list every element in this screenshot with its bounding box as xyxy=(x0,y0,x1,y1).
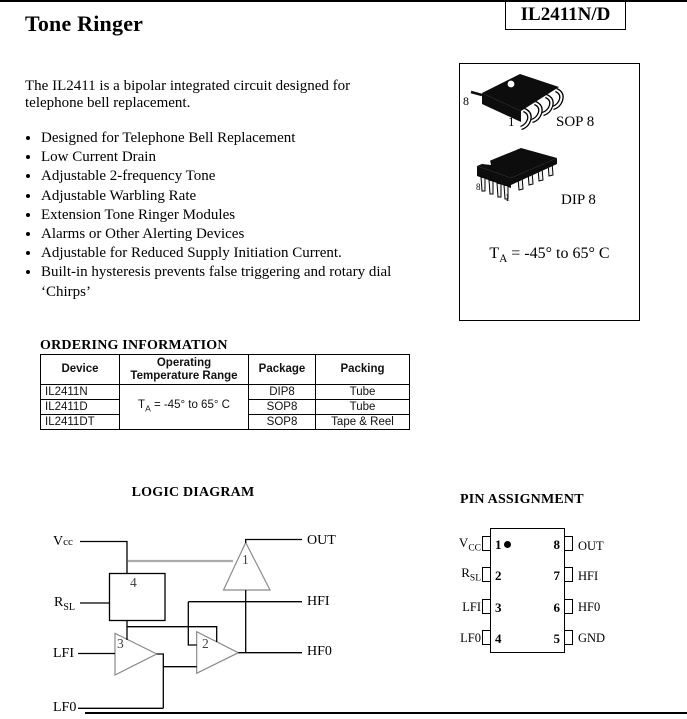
pin-assignment-heading: PIN ASSIGNMENT xyxy=(460,492,584,507)
amp2-number: 2 xyxy=(202,636,209,651)
pin-label-hfi: HFI xyxy=(578,569,599,583)
sop8-pin1-number: 1 xyxy=(508,114,515,129)
device-cell: IL2411DT xyxy=(41,415,120,430)
temp-subscript: A xyxy=(499,253,508,266)
rsl-sub: SL xyxy=(63,601,76,613)
ordering-heading: ORDERING INFORMATION xyxy=(40,338,228,353)
col-header-temp: Operating Temperature Range xyxy=(120,355,249,385)
sop8-pin1-dot xyxy=(508,81,515,88)
feature-list xyxy=(25,129,471,302)
pin1-stub xyxy=(482,536,490,551)
temp-value: = -45° to 65° C xyxy=(150,399,230,412)
temperature-range xyxy=(460,245,639,265)
dip8-pin8-number: 8 xyxy=(476,182,481,192)
vcc-main: V xyxy=(53,534,64,549)
pin-number: 8 xyxy=(553,537,560,552)
vcc-main: V xyxy=(458,535,469,550)
pin4-stub xyxy=(482,630,490,645)
feature-item: • Low Current Drain xyxy=(41,148,471,167)
part-number: IL2411N/D xyxy=(520,4,611,25)
pin-label-lf0: LF0 xyxy=(460,631,481,645)
pin6-stub xyxy=(565,599,573,614)
footer-rule xyxy=(85,712,687,714)
logic-out-label: OUT xyxy=(307,533,336,548)
page-title: Tone Ringer xyxy=(25,11,144,36)
dip8-label: DIP 8 xyxy=(561,192,596,208)
feature-item: • Designed for Telephone Bell Replacement xyxy=(41,129,471,148)
temp-symbol: T xyxy=(489,245,500,262)
sop8-pin8-number: 8 xyxy=(463,94,469,108)
logic-vcc-label xyxy=(53,534,73,550)
pin2-stub xyxy=(482,567,490,582)
logic-lfi-label: LFI xyxy=(53,646,74,661)
temp-subscript: A xyxy=(145,403,151,414)
temp-symbol: T xyxy=(138,399,146,412)
pin-number: 3 xyxy=(495,600,502,615)
logic-diagram xyxy=(40,528,310,719)
logic-diagram-heading: LOGIC DIAGRAM xyxy=(131,485,255,500)
rsl-main: R xyxy=(461,565,470,580)
pin-label-rsl xyxy=(446,565,481,584)
device-cell: IL2411D xyxy=(41,400,120,415)
feature-item: • Built-in hysteresis prevents false triggering and rotary dial ‘Chirps’ xyxy=(41,263,471,301)
feature-item: • Adjustable 2-frequency Tone xyxy=(41,167,471,186)
package-cell: DIP8 xyxy=(249,385,316,400)
temp-value: = -45° to 65° C xyxy=(507,245,610,262)
feature-item: • Extension Tone Ringer Modules xyxy=(41,206,471,225)
block4-box xyxy=(110,574,166,621)
temp-range-cell xyxy=(120,385,249,430)
table-row xyxy=(41,385,410,400)
col-header-package: Package xyxy=(249,355,316,385)
feature-item: • Adjustable Warbling Rate xyxy=(41,187,471,206)
packing-cell: Tube xyxy=(316,400,410,415)
pin-number: 6 xyxy=(553,600,560,615)
pin8-stub xyxy=(565,536,573,551)
sop8-pin8-lead xyxy=(471,92,482,95)
block4-number: 4 xyxy=(130,575,137,590)
vcc-sub: cc xyxy=(63,536,73,548)
pin-number: 1 xyxy=(495,537,502,552)
pin-label-hf0: HF0 xyxy=(578,600,601,614)
logic-wires xyxy=(78,540,302,709)
dip8-package-drawing xyxy=(471,144,561,202)
sop8-label: SOP 8 xyxy=(556,114,595,130)
logic-hf0-label: HF0 xyxy=(307,644,332,659)
description: The IL2411 is a bipolar integrated circuit designed for telephone bell replacement. xyxy=(25,78,351,111)
vcc-sub: CC xyxy=(468,543,481,554)
pin-label-vcc xyxy=(446,535,481,554)
device-cell: IL2411N xyxy=(41,385,120,400)
pin-label-out: OUT xyxy=(578,539,604,553)
pin7-stub xyxy=(565,567,573,582)
col-header-packing: Packing xyxy=(316,355,410,385)
packing-cell: Tube xyxy=(316,385,410,400)
package-cell: SOP8 xyxy=(249,415,316,430)
amp3-number: 3 xyxy=(117,636,124,651)
part-number-box xyxy=(505,0,626,30)
table-header-row xyxy=(41,355,410,385)
rsl-sub: SL xyxy=(469,573,481,584)
logic-lf0-label: LF0 xyxy=(53,700,77,715)
dip8-pin1-number: 1 xyxy=(505,193,510,204)
logic-hfi-label: HFI xyxy=(307,594,330,609)
pin-number: 2 xyxy=(495,568,502,583)
pin-label-gnd: GND xyxy=(578,631,606,645)
feature-item: • Alarms or Other Alerting Devices xyxy=(41,225,471,244)
pin-label-lfi: LFI xyxy=(462,600,481,614)
pin-number: 7 xyxy=(553,568,560,583)
col-header-device: Device xyxy=(41,355,120,385)
feature-item: • Adjustable for Reduced Supply Initiation Current. xyxy=(41,244,471,263)
pin5-stub xyxy=(565,630,573,645)
pin3-stub xyxy=(482,599,490,614)
pin-number: 4 xyxy=(495,631,502,646)
package-cell: SOP8 xyxy=(249,400,316,415)
ordering-table xyxy=(40,354,410,430)
package-box xyxy=(459,63,640,321)
pin-number: 5 xyxy=(553,631,560,646)
logic-rsl-label xyxy=(54,595,75,613)
rsl-main: R xyxy=(54,595,64,610)
amp1-number: 1 xyxy=(242,552,249,567)
packing-cell: Tape & Reel xyxy=(316,415,410,430)
pin1-dot xyxy=(504,541,511,548)
sop8-package-drawing xyxy=(462,67,567,129)
